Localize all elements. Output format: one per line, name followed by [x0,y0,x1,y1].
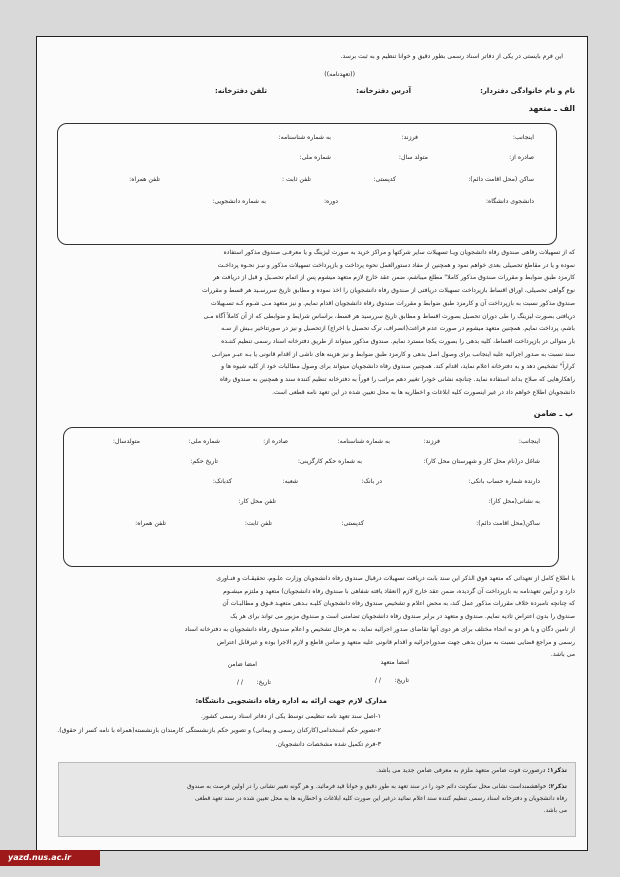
notary-name-label: نام و نام خانوادگی دفتردار: [480,87,575,95]
guarantor-decree-label: به شماره حکم کارگزینی: [297,458,362,465]
guarantor-national-id-label: شماره ملی: [188,438,220,445]
obligor-mobile-label: تلفن همراه: [129,176,160,183]
text-line: بار متوالی در بازپرداخت اقساط، کلیه بدهی را بصورت یکجا مسترد نمایم. صندوق مذکور میتواند از طریق دفترخانه اسناد رسمی تنظیم کننـده [221,337,575,345]
guarantor-phone-label: تلفن ثابت: [244,520,272,527]
guarantor-id-label: به شماره شناسنامه: [337,438,390,445]
required-document-item: ۳-فرم تکمیل شده مشخصات دانشجویان. [275,741,381,748]
guarantor-account-label: دارنده شماره حساب بانکی: [468,478,540,485]
text-line: کراراً" تشخیص دهد و به دفترخانه اعلام نماید، اقدام کند. همچنین صندوق رفاه دانشجویان میتواند برای وصول مطالبات خود از کلیه شیوه ها و [221,363,575,371]
text-line: صندوق را بدون اعتراض تادیه نمایم. صندوق و متعهد در برابر صندوق رفاه دانشجویان تضامنی است و صندوق مزبور می تواند برای هر یک [230,613,575,621]
website-footer-link[interactable]: yazd.nus.ac.ir [0,850,100,866]
guarantor-postal-label: کدپستی: [341,520,364,527]
obligor-info-box [57,123,557,245]
obligor-national-id-label: شماره ملی: [299,154,331,161]
guarantor-birthyear-label: متولدسال: [112,438,140,445]
guarantor-workplace-label: شاغل در(نام محل کار و شهرستان محل کار): [423,458,540,465]
guarantor-father-label: فرزند: [423,438,440,445]
guarantor-bank-label: در بانک: [361,478,382,485]
obligor-student-id-label: به شماره دانشجویی: [212,198,266,205]
obligor-birthyear-label: متولد سال: [398,154,428,161]
obligor-id-label: به شماره شناسنامه: [278,134,331,141]
obligor-signature-label: امضا متعهد [380,659,409,666]
text-line: صندوق مذکور نسبت به بازپرداخت آن و کارمزد طبق ضوابط و مقررات صندوق رفاه دانشجویان اقدام نمایم. و نیز متعهد مـی شـوم کـه تسـهیلات [210,299,575,307]
obligor-commitment-text [55,247,575,399]
text-line: می باشد. [550,651,575,659]
note1-label: تذکر۱: [547,767,567,774]
text-line: دریافتی بصورت لیزینگ را طی دوران تحصیل بصورت اقساط و مطابق تاریخ سررسید هر قسط، براساس شرایط و ضوابطی که از آن کاملاً آگاه مـی [203,312,575,320]
guarantor-date-slashes: / / [236,679,243,686]
section-a-heading: الف ـ متعهد [528,104,575,113]
text-line: نموده و یا در مقاطع تحصیلی بعدی خواهم نمود و همچنین از مفاد دستورالعمل نحوه پرداخت و بازپرداخت تسهیلات مذکور و نیـز نحـوه پرداخـت [217,261,575,269]
obligor-father-label: فرزند: [401,134,418,141]
note2-line: رفاه دانشجویان و دفترخانه اسناد رسمی تنظیم کننده سند اعلام نمائید درغیر این صورت کلیه ابلاغات و اخطاریه ها به محل تعیین شده در سند تعهد قطعی [194,796,567,802]
obligor-postal-label: کدپستی: [373,176,396,183]
text-line: راهکارهایی که صلاح بداند استفاده نماید. چنانچه نشانی خودرا تغییر دهم مراتب را فوراً به دفترخانه تنظیم کننده سند و همچنین به صندوق رفاه [219,376,575,384]
obligor-date-label: تاریخ: [394,677,409,684]
text-line: نوع گواهی تحصیلی، اوراق اقساط بازپرداخت تسهیلات دریافتی از صندوق رفاه دانشجویان را اخذ نموده و مطابق تاریخ سررسـید هر قسط و مقررات [201,287,575,295]
obligor-university-label: دانشجوی دانشگاه: [485,198,534,205]
guarantor-work-phone-label: تلفن محل کار: [238,498,276,505]
text-line: سند نسبت به صدور اجرائیه علیه اینجانب برای وصول اصل بدهی و کارمزد طبق ضوابط و نیز هزینه های ناشی از اقدام قانونی یا بـه عبـر میزانـی [211,350,575,358]
form-title: ((تعهدنامه)) [324,71,355,78]
notary-phone-label: تلفن دفترخانه: [215,87,267,95]
guarantor-name-label: اینجانب: [518,438,540,445]
guarantor-date-label: تاریخ: [256,679,271,686]
guarantor-commitment-text [55,573,575,662]
notes-box [58,762,576,837]
guarantor-info-box [63,427,559,567]
obligor-issued-label: صادره از: [509,154,534,161]
obligor-residence-label: ساکن (محل اقامت دائم): [468,176,534,183]
obligor-date-slashes: / / [374,677,381,684]
text-line: که از تسهیلات رفاهی صندوق رفاه دانشجویان ویـا تسهیلات سایر شرکتها و مراکز خرید به صورت لیزینگ و یا معرفـی صندوق مذکور استفاده [223,249,575,256]
text-line: از تامین دگان و یا هر دو به انحاء مختلف برای هر دوی آنها تقاضای صدور اجرائیه نماید. به هرحال تشخیص و اعلام صندوق رفاه دانشجویان به دفترخانه اسناد [184,625,575,633]
guarantor-issued-label: صادره از: [263,438,288,445]
note2-line: می باشد. [543,808,567,814]
obligor-phone-label: تلفن ثابت : [281,176,311,183]
required-document-item: ۲-تصویر حکم استخدامی(کارکنان رسمی و پیمانی) و تصویر حکم بازنشستگی کارمندان بازنشسته(همراه با نامه کسر از حقوق). [57,727,381,734]
form-page [36,36,588,851]
obligor-course-label: دوره: [323,198,338,205]
guarantor-residence-label: ساکن(محل اقامت دائم): [476,520,540,527]
text-line: کارمزد طبق ضوابط و مقررات صندوق مذکور کاملا" مطلع میباشم، ضمن عقد خارج لازم متعهد میشوم پس از اتمام تحصـیل و قبل از دریافت هر [213,274,575,282]
text-line: دارد و درآیین تعهدنامه به بازپرداخت آن گردیده، ضمن عقد خارج لازم (انعقاد یافته شفاهی با صندوق رفاه دانشجویان) متعهد و ملتزم میشـوم [223,587,575,595]
guarantor-branch-label: شعبه: [282,478,298,485]
note2-line: خواهشمنداست نشانی محل سکونت دائم خود را در سند تعهد به طور دقیق و خوانا قید فرمائید. و هر گونه تغییر نشانی را در اولین فرصت به صندوق [187,784,547,790]
obligor-name-label: اینجانب: [512,134,534,141]
notary-address-label: آدرس دفترخانه: [356,87,411,95]
guarantor-work-address-label: به نشانی(محل کار): [488,498,540,505]
form-instruction: این فرم بایستی در یکی از دفاتر اسناد رسمی بطور دقیق و خوانا تنظیم و به ثبت برسد. [340,53,563,60]
required-documents-title: مدارک لازم جهت ارائه به اداره رفاه دانشجویی دانشگاه: [195,697,387,705]
guarantor-signature-label: امضا ضامن [227,661,257,668]
guarantor-bank-code-label: کدبانک: [212,478,232,485]
text-line: با اطلاع کامل از تعهداتی که متعهد فوق الذکر این سند بابت دریافت تسهیلات درقبال صندوق رفاه دانشجویان وزارت علـوم، تحقیقـات و فنـاوری [216,575,575,582]
required-document-item: ۱-اصل سند تعهد نامه تنظیمی توسط یکی از دفاتر اسناد رسمی کشور. [200,713,381,720]
note2-label: تذکر۲: [548,784,567,790]
note1-text: درصورت فوت ضامن متعهد ملزم به معرفی ضامن جدید می باشد. [376,767,546,774]
text-line: دانشجویان اطلاع خواهم داد در غیر اینصورت کلیه ابلاغات و اخطاریه ها به محل تعیین شده در این تعهد نامه قطعی است. [272,388,575,396]
text-line: که چنانچه نامبرده خلاف مقررات مذکور عمل کند، به محض اعلام و تشخیص صندوق رفاه دانشجویان کلیـه بـدهی متعهـد فـوق و مطالبـات آن [222,600,575,608]
guarantor-mobile-label: تلفن همراه: [135,520,166,527]
section-b-heading: ب ـ ضامن [533,409,573,418]
guarantor-decree-date-label: تاریخ حکم: [190,458,218,465]
text-line: باشم، پرداخت نمایم. همچنین متعهد میشوم در صورت عدم فراغت(انصراف، ترک تحصیل یا اخراج) ازتحصیل و نیز در صورتتاخیر بـیش از سـه [221,325,575,333]
text-line: رسمی و مراجع قضایی نسبت به میزان بدهی جهت صدوراجرائیه و اقدام قانونی علیه متعهد و ضامن قاطع و لازم الاجرا بوده و غیرقابل اعتراض [216,638,575,646]
